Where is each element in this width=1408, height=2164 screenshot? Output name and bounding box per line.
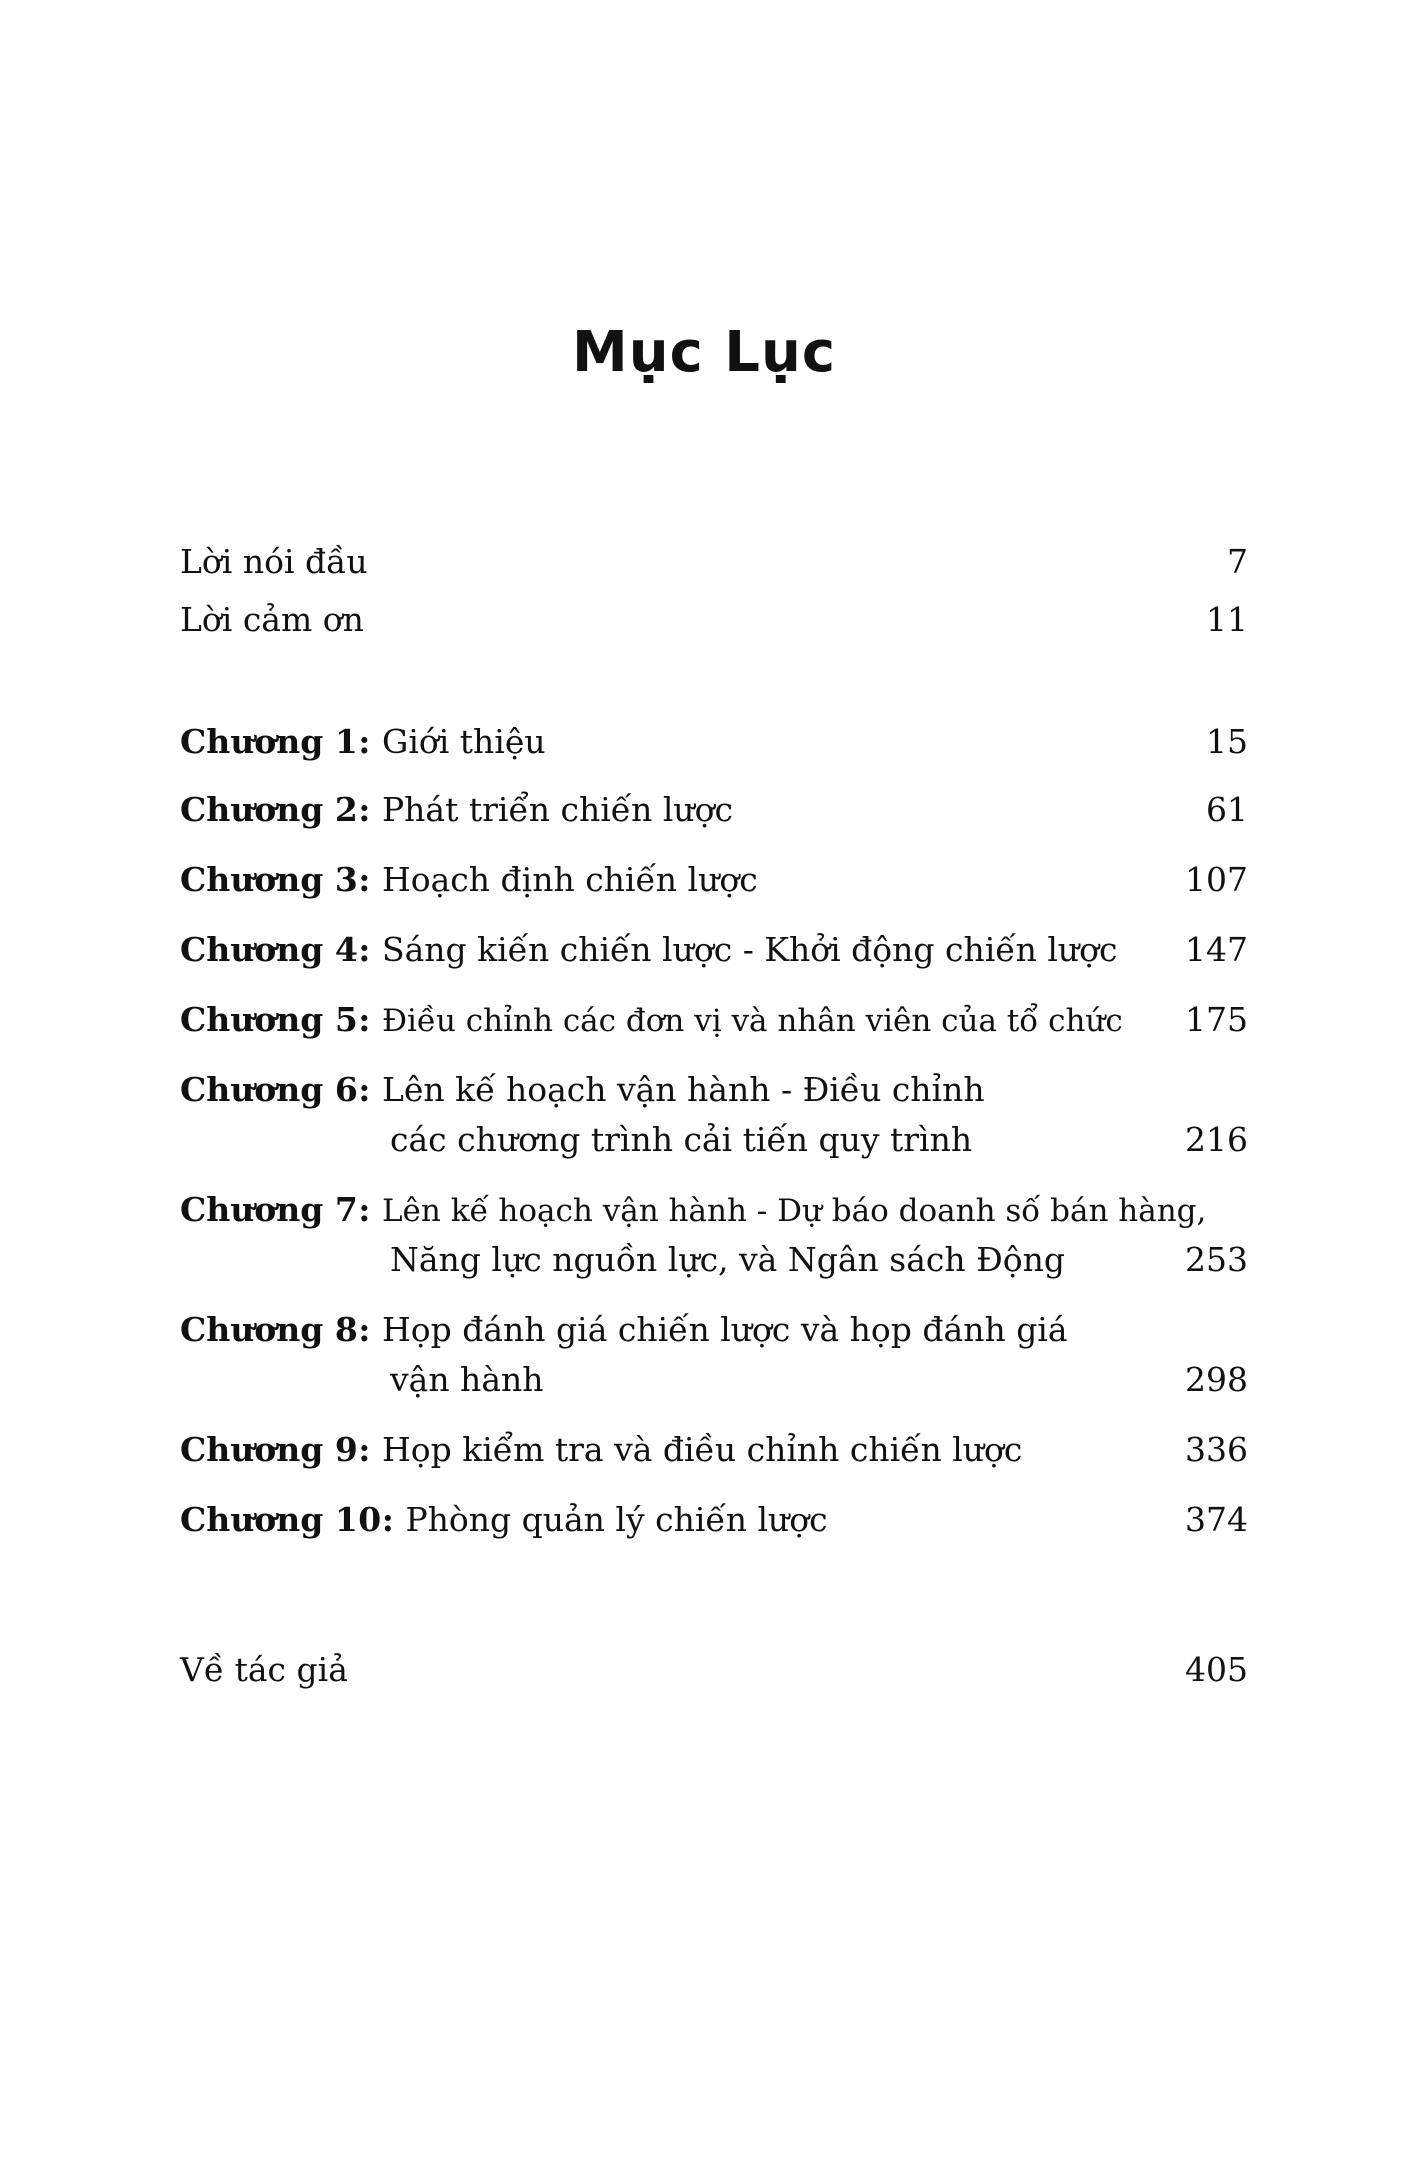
- toc-entry-chapter-8[interactable]: [180, 1308, 1248, 1352]
- entry-title: Sáng kiến chiến lược - Khởi động chiến lược: [381, 930, 1118, 969]
- entry-title: Phát triển chiến lược: [381, 790, 733, 829]
- toc-entry-chapter-4[interactable]: [180, 928, 1248, 972]
- entry-title: Họp kiểm tra và điều chỉnh chiến lược: [381, 1430, 1023, 1469]
- entry-title: Phòng quản lý chiến lược: [405, 1500, 828, 1539]
- toc-entry-chapter-7-continued[interactable]: [390, 1238, 1248, 1282]
- toc-entry-chapter-9[interactable]: [180, 1428, 1248, 1472]
- chapter-label: Chương 8:: [180, 1310, 382, 1349]
- toc-entry-chapter-5[interactable]: [180, 998, 1248, 1042]
- toc-entry-chapter-3[interactable]: [180, 858, 1248, 902]
- entry-page: 175: [1185, 1000, 1248, 1039]
- toc-entry-chapter-8-continued[interactable]: [390, 1358, 1248, 1402]
- entry-page: 7: [1227, 542, 1248, 581]
- entry-title: Về tác giả: [180, 1650, 348, 1689]
- entry-page: 107: [1185, 860, 1248, 899]
- chapter-label: Chương 2:: [180, 790, 382, 829]
- chapter-number: 5: [334, 1000, 359, 1039]
- entry-page: 374: [1185, 1500, 1248, 1539]
- toc-entry-preface[interactable]: [180, 540, 1248, 584]
- entry-title-continued: vận hành: [390, 1360, 544, 1399]
- chapter-label: Chương 1:: [180, 722, 382, 761]
- toc-entry-acknowledgements[interactable]: [180, 598, 1248, 642]
- page-title: Mục Lục: [571, 320, 837, 385]
- entry-page: 405: [1185, 1650, 1248, 1689]
- chapter-word: Chương: [180, 722, 324, 761]
- chapter-number: 6: [334, 1070, 359, 1109]
- chapter-word: Chương: [180, 1070, 324, 1109]
- entry-title: Giới thiệu: [381, 722, 546, 761]
- entry-page: 253: [1185, 1240, 1248, 1279]
- chapter-label: Chương 7:: [180, 1190, 382, 1229]
- chapter-number: 7: [334, 1190, 359, 1229]
- chapter-word: Chương: [180, 1190, 324, 1229]
- entry-page: 216: [1185, 1120, 1248, 1159]
- entry-page: 336: [1185, 1430, 1248, 1469]
- entry-title: Điều chỉnh các đơn vị và nhân viên của tổ chức: [381, 1003, 1123, 1039]
- entry-title-continued: các chương trình cải tiến quy trình: [390, 1120, 973, 1159]
- toc-entry-chapter-6-continued[interactable]: [390, 1118, 1248, 1162]
- chapter-word: Chương: [180, 1430, 324, 1469]
- chapter-label: Chương 9:: [180, 1430, 382, 1469]
- chapter-label: Chương 3:: [180, 860, 382, 899]
- chapter-number: 2: [334, 790, 359, 829]
- chapter-number: 8: [334, 1310, 359, 1349]
- chapter-number: 4: [334, 930, 359, 969]
- entry-title: Hoạch định chiến lược: [381, 860, 758, 899]
- toc-entry-chapter-7[interactable]: [180, 1188, 1248, 1232]
- entry-title: Lời nói đầu: [180, 542, 368, 581]
- entry-title-continued: Năng lực nguồn lực, và Ngân sách Động: [390, 1240, 1065, 1279]
- entry-title: Lời cảm ơn: [180, 600, 364, 639]
- toc-entry-about-author[interactable]: [180, 1648, 1248, 1692]
- entry-page: 147: [1185, 930, 1248, 969]
- toc-entry-chapter-6[interactable]: [180, 1068, 1248, 1112]
- chapter-label: Chương 5:: [180, 1000, 382, 1039]
- chapter-number: 1: [334, 722, 359, 761]
- chapter-word: Chương: [180, 860, 324, 899]
- chapter-number: 9: [334, 1430, 359, 1469]
- chapter-word: Chương: [180, 790, 324, 829]
- entry-title: Họp đánh giá chiến lược và họp đánh giá: [381, 1310, 1068, 1349]
- chapter-word: Chương: [180, 1000, 324, 1039]
- chapter-label: Chương 10:: [180, 1500, 406, 1539]
- entry-title: Lên kế hoạch vận hành - Dự báo doanh số bán hàng,: [381, 1193, 1207, 1229]
- entry-title: Lên kế hoạch vận hành - Điều chỉnh: [381, 1070, 985, 1109]
- chapter-number: 3: [334, 860, 359, 899]
- toc-entry-chapter-1[interactable]: [180, 720, 1248, 764]
- entry-page: 61: [1206, 790, 1248, 829]
- chapter-word: Chương: [180, 1310, 324, 1349]
- chapter-label: Chương 4:: [180, 930, 382, 969]
- chapter-word: Chương: [180, 930, 324, 969]
- toc-entry-chapter-2[interactable]: [180, 788, 1248, 832]
- entry-page: 15: [1206, 722, 1248, 761]
- chapter-word: Chương: [180, 1500, 324, 1539]
- chapter-label: Chương 6:: [180, 1070, 382, 1109]
- chapter-number: 10: [334, 1500, 382, 1539]
- toc-entry-chapter-10[interactable]: [180, 1498, 1248, 1542]
- entry-page: 11: [1206, 600, 1248, 639]
- entry-page: 298: [1185, 1360, 1248, 1399]
